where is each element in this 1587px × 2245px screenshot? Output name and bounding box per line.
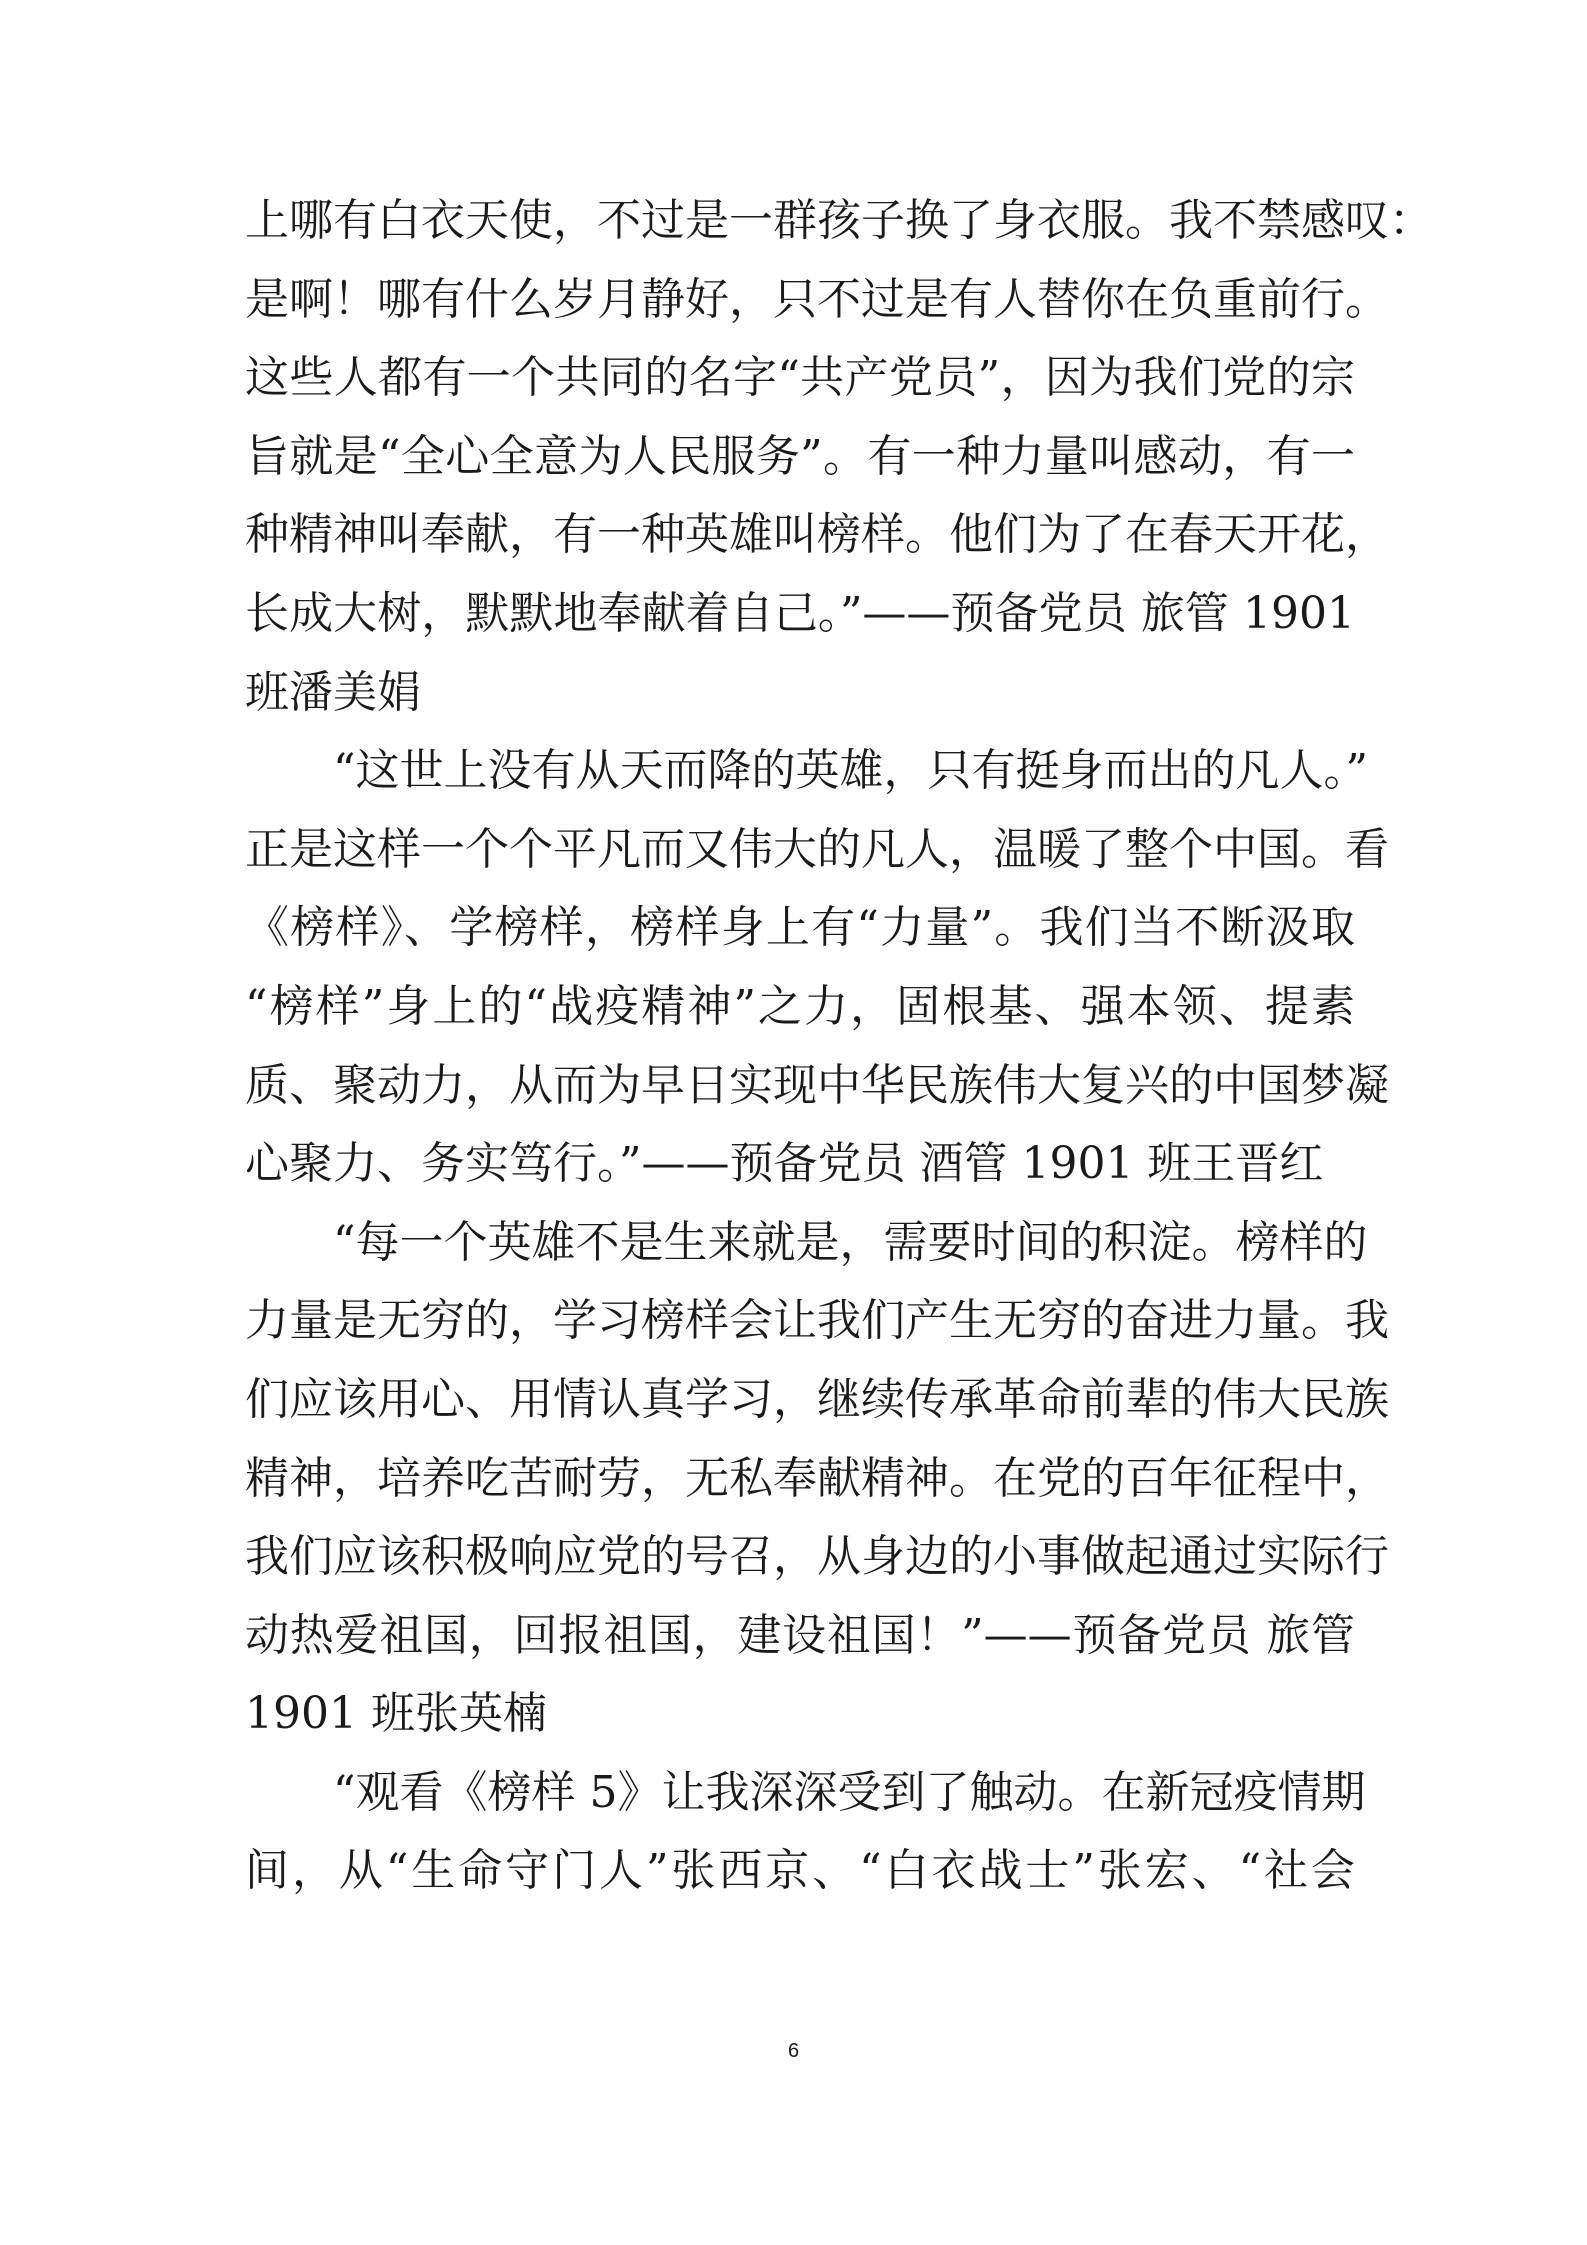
text-line: 这些人都有一个共同的名字“共产党员”，因为我们党的宗 <box>245 352 1355 404</box>
text-line: 长成大树，默默地奉献着自己。”——预备党员 旅管 1901 <box>245 587 1355 639</box>
text-line: 间，从“生命守门人”张西京、“白衣战士”张宏、“社会 <box>245 1845 1355 1897</box>
text-line: 们应该用心、用情认真学习，继续传承革命前辈的伟大民族 <box>245 1373 1389 1425</box>
text-line: 动热爱祖国，回报祖国，建设祖国！”——预备党员 旅管 <box>245 1609 1355 1661</box>
text-line: 是啊！哪有什么岁月静好，只不过是有人替你在负重前行。 <box>245 273 1389 325</box>
text-line: 1901 班张英楠 <box>245 1688 547 1740</box>
paragraph-start-line: “每一个英雄不是生来就是，需要时间的积淀。榜样的 <box>333 1216 1368 1268</box>
text-line: 班潘美娟 <box>245 666 421 718</box>
text-line: 种精神叫奉献，有一种英雄叫榜样。他们为了在春天开花， <box>245 509 1389 561</box>
page-number: 6 <box>787 2040 800 2062</box>
text-line: 我们应该积极响应党的号召，从身边的小事做起通过实际行 <box>245 1531 1389 1583</box>
text-line: 《榜样》、学榜样，榜样身上有“力量”。我们当不断汲取 <box>245 902 1355 954</box>
body-text <box>245 182 1433 1911</box>
text-line: 上哪有白衣天使，不过是一群孩子换了身衣服。我不禁感叹： <box>245 195 1433 246</box>
text-line: 力量是无穷的，学习榜样会让我们产生无穷的奋进力量。我 <box>245 1295 1389 1347</box>
text-line: 旨就是“全心全意为人民服务”。有一种力量叫感动，有一 <box>245 430 1355 482</box>
paragraph-start-line: “观看《榜样 5》让我深深受到了触动。在新冠疫情期 <box>333 1766 1366 1818</box>
text-line: 正是这样一个个平凡而又伟大的凡人，温暖了整个中国。看 <box>245 823 1389 875</box>
text-line: 质、聚动力，从而为早日实现中华民族伟大复兴的中国梦凝 <box>245 1059 1389 1111</box>
paragraph-start-line: “这世上没有从天而降的英雄，只有挺身而出的凡人。” <box>333 745 1368 797</box>
text-line: 精神，培养吃苦耐劳，无私奉献精神。在党的百年征程中， <box>245 1452 1389 1504</box>
text-line: “榜样”身上的“战疫精神”之力，固根基、强本领、提素 <box>245 980 1355 1032</box>
text-line: 心聚力、务实笃行。”——预备党员 酒管 1901 班王晋红 <box>245 1138 1324 1190</box>
